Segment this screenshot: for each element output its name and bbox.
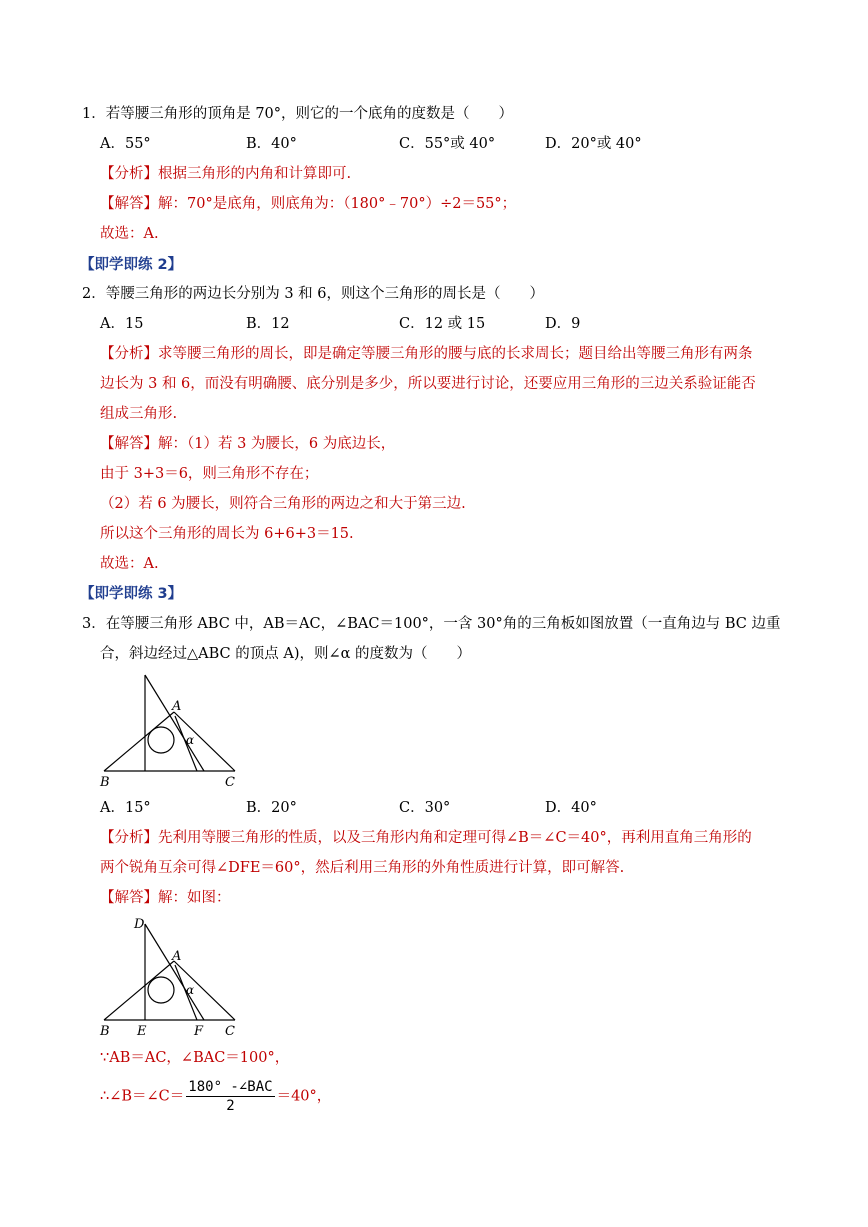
q2-analysis-line2: 边长为 3 和 6，而没有明确腰、底分别是多少，所以要进行讨论，还要应用三角形的三边关系验证能否	[100, 376, 756, 392]
fig1-label-alpha: α	[186, 733, 195, 747]
q1-stem: 1．若等腰三角形的顶角是 70°，则它的一个底角的度数是（ ）	[82, 106, 514, 122]
q3-stem-line2: 合，斜边经过△ABC 的顶点 A)，则∠α 的度数为（ ）	[100, 646, 472, 662]
q3-figure-1	[96, 668, 246, 790]
q3-analysis-line2: 两个锐角互余可得∠DFE＝60°，然后利用三角形的外角性质进行计算，即可解答.	[100, 860, 625, 876]
q3-stem-line1: 3．在等腰三角形 ABC 中，AB＝AC，∠BAC＝100°，一含 30°角的三角板如图放置（一直角边与 BC 边重	[82, 616, 781, 632]
q1-option-c: C．55°或 40°	[399, 136, 496, 152]
fraction: $\frac{\text{180° -∠BAC}}{2}$	[188, 1079, 273, 1114]
q2-answer-line4: 所以这个三角形的周长为 6+6+3＝15.	[100, 526, 354, 542]
q3-option-a: A．15°	[100, 800, 151, 816]
q2-choice: 故选：A.	[100, 556, 159, 572]
fig2-label-e: E	[137, 1024, 147, 1039]
section-heading-2: 【即学即练 2】	[80, 257, 183, 273]
q1-analysis: 【分析】根据三角形的内角和计算即可.	[100, 166, 352, 182]
fig2-label-b: B	[100, 1024, 110, 1039]
q2-option-b: B．12	[246, 316, 290, 332]
q2-option-d: D．9	[545, 316, 581, 332]
fig2-label-f: F	[194, 1024, 204, 1039]
q2-stem: 2．等腰三角形的两边长分别为 3 和 6，则这个三角形的周长是（ ）	[82, 286, 545, 302]
q1-option-b: B．40°	[246, 136, 297, 152]
q3-option-b: B．20°	[246, 800, 297, 816]
q3-step1: ∵AB＝AC，∠BAC＝100°，	[100, 1050, 290, 1066]
fig2-label-c: C	[225, 1024, 235, 1039]
q3-figure-2	[96, 912, 246, 1040]
fig2-label-a: A	[172, 949, 182, 964]
q3-option-c: C．30°	[399, 800, 451, 816]
q1-option-d: D．20°或 40°	[545, 136, 642, 152]
q2-option-a: A．15	[100, 316, 144, 332]
q2-option-c: C．12 或 15	[399, 316, 486, 332]
q3-analysis-line1: 【分析】先利用等腰三角形的性质，以及三角形内角和定理可得∠B＝∠C＝40°，再利用直角三角形的	[100, 830, 752, 846]
q2-answer-line2: 由于 3+3＝6，则三角形不存在；	[100, 466, 319, 482]
q2-answer-line1: 【解答】解：（1）若 3 为腰长，6 为底边长，	[100, 436, 396, 452]
fig1-label-c: C	[225, 775, 235, 790]
q1-answer: 【解答】解：70°是底角，则底角为：（180°﹣70°）÷2＝55°；	[100, 196, 517, 212]
q3-step2: ∴∠B＝∠C＝ $\frac{\text{180° -∠BAC}}{2}$ ＝40°，	[100, 1079, 332, 1114]
fig1-label-b: B	[100, 775, 110, 790]
fig2-label-d: D	[134, 917, 145, 932]
q2-analysis-line1: 【分析】求等腰三角形的周长，即是确定等腰三角形的腰与底的长求周长；题目给出等腰三角形有两条	[100, 346, 753, 362]
q3-answer-line1: 【解答】解：如图：	[100, 890, 231, 906]
q1-choice: 故选：A.	[100, 226, 159, 242]
q2-analysis-line3: 组成三角形.	[100, 406, 178, 422]
q1-option-a: A．55°	[100, 136, 151, 152]
fig1-label-a: A	[172, 699, 182, 714]
fig2-label-alpha: α	[186, 983, 195, 997]
q2-answer-line3: （2）若 6 为腰长，则符合三角形的两边之和大于第三边.	[100, 496, 466, 512]
section-heading-3: 【即学即练 3】	[80, 586, 183, 602]
q3-option-d: D．40°	[545, 800, 597, 816]
